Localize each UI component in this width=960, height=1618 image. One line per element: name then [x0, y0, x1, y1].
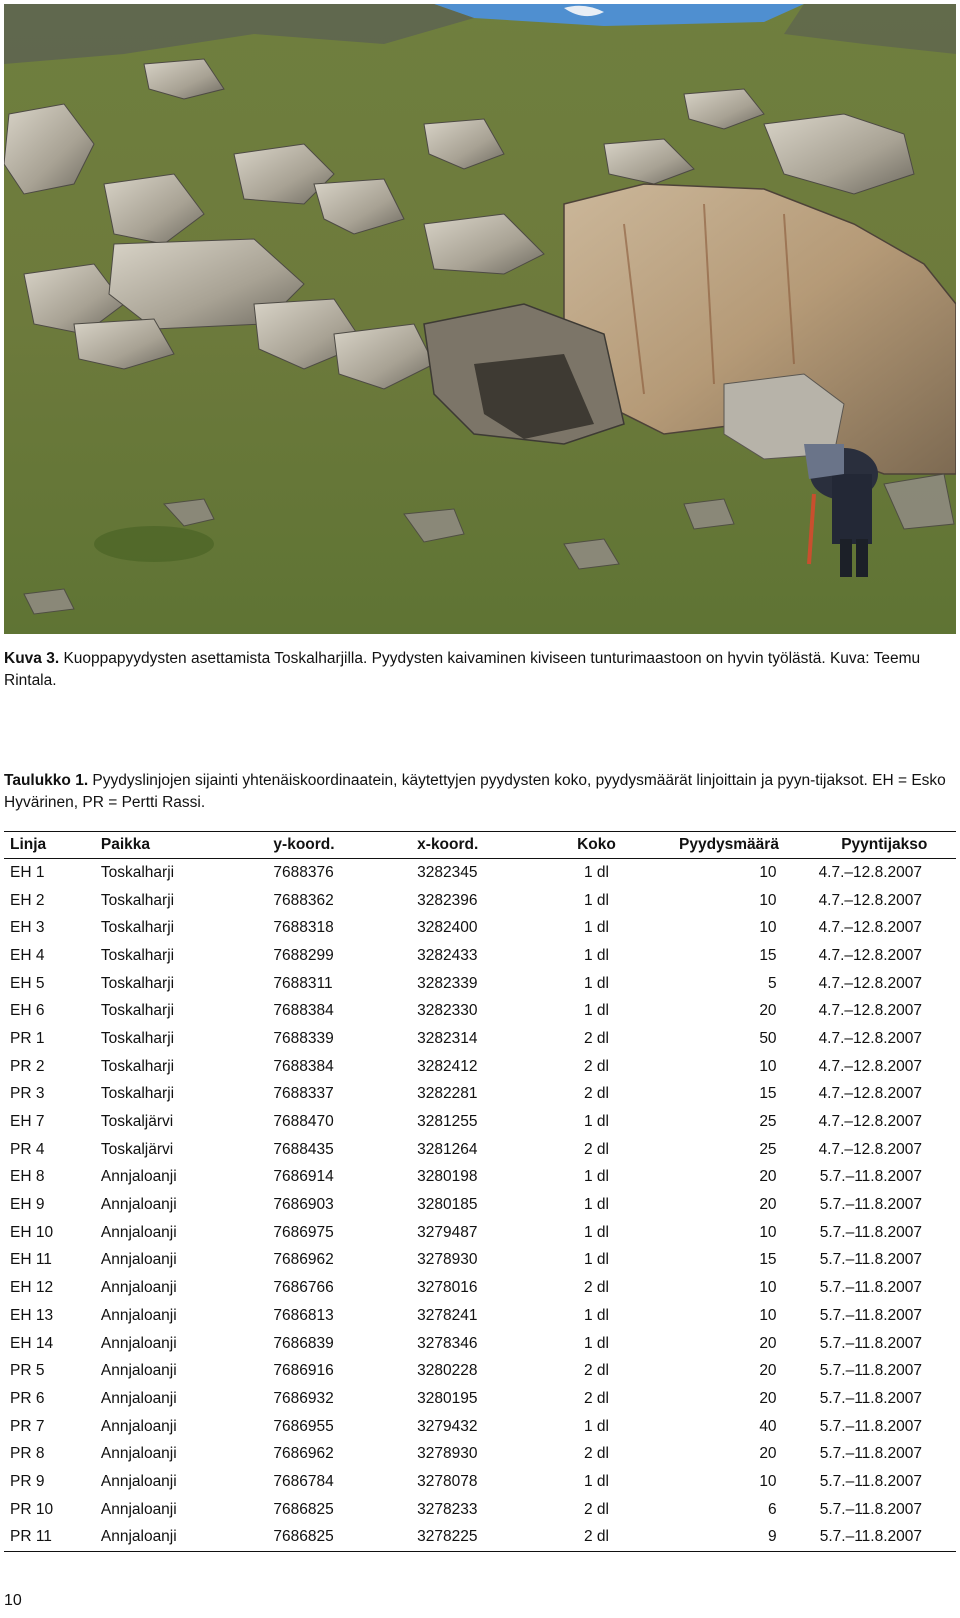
cell-koko: 2 dl — [583, 1057, 609, 1075]
cell-pyyntijakso: 5.7.–11.8.2007 — [819, 1223, 922, 1241]
cell-x-koord: 3282345 — [417, 863, 478, 881]
cell-x-koord: 3282412 — [417, 1057, 478, 1075]
cell-koko: 1 dl — [583, 863, 609, 881]
table-row — [4, 1302, 956, 1330]
cell-paikka: Annjaloanji — [100, 1251, 177, 1269]
cell-pyyntijakso: 4.7.–12.8.2007 — [818, 1140, 922, 1158]
header-y-koord: y-koord. — [267, 832, 411, 859]
cell-paikka: Toskalharji — [100, 1029, 175, 1047]
cell-koko: 2 dl — [583, 1085, 609, 1103]
cell-pyydysmaara: 20 — [759, 1196, 777, 1214]
cell-paikka: Toskalharji — [100, 1002, 175, 1020]
table-caption — [4, 770, 956, 814]
cell-koko: 2 dl — [583, 1445, 609, 1463]
cell-pyyntijakso: 4.7.–12.8.2007 — [818, 1002, 922, 1020]
cell-koko: 1 dl — [583, 1168, 609, 1186]
cell-x-koord: 3278225 — [411, 1524, 547, 1552]
cell-linja: EH 1 — [10, 863, 45, 881]
cell-pyyntijakso: 4.7.–12.8.2007 — [818, 974, 922, 992]
cell-y-koord: 7688318 — [273, 919, 334, 937]
cell-koko: 1 dl — [583, 1251, 609, 1269]
cell-pyyntijakso: 5.7.–11.8.2007 — [819, 1362, 922, 1380]
table-caption-text: Pyydyslinjojen sijainti yhtenäiskoordinaatein, käytettyjen pyydysten koko, pyydysmäärät linjoittain ja pyyn-tijaksot. EH = Esko Hyvärinen, PR = Pertti Rassi. — [4, 772, 946, 811]
cell-x-koord: 3281264 — [417, 1140, 478, 1158]
cell-linja: EH 8 — [10, 1168, 45, 1186]
cell-y-koord: 7688376 — [273, 863, 334, 881]
cell-x-koord: 3278233 — [417, 1500, 478, 1518]
header-pyydysmaara: Pyydysmäärä — [645, 832, 812, 859]
cell-pyydysmaara: 25 — [759, 1113, 777, 1131]
cell-pyydysmaara: 20 — [759, 1334, 777, 1352]
cell-paikka: Annjaloanji — [100, 1389, 177, 1407]
cell-y-koord: 7686903 — [273, 1196, 334, 1214]
cell-koko: 2 dl — [583, 1362, 609, 1380]
cell-paikka: Toskalharji — [100, 919, 175, 937]
cell-paikka: Annjaloanji — [100, 1334, 177, 1352]
cell-pyyntijakso: 4.7.–12.8.2007 — [818, 1057, 922, 1075]
cell-koko: 1 dl — [583, 1196, 609, 1214]
table-row — [4, 1108, 956, 1136]
cell-x-koord: 3280198 — [417, 1168, 478, 1186]
cell-linja: EH 5 — [10, 974, 45, 992]
header-pyyntijakso: Pyyntijakso — [813, 832, 956, 859]
cell-y-koord: 7686766 — [273, 1279, 334, 1297]
cell-y-koord: 7688384 — [273, 1057, 334, 1075]
cell-koko: 1 dl — [583, 1417, 609, 1435]
cell-x-koord: 3278078 — [417, 1472, 478, 1490]
table-row — [4, 1413, 956, 1441]
cell-x-koord: 3280185 — [417, 1196, 478, 1214]
cell-paikka: Annjaloanji — [100, 1306, 177, 1324]
cell-koko: 1 dl — [583, 1306, 609, 1324]
cell-x-koord: 3278241 — [417, 1306, 478, 1324]
cell-koko: 1 dl — [583, 919, 609, 937]
cell-y-koord: 7686955 — [273, 1417, 334, 1435]
cell-pyyntijakso: 5.7.–11.8.2007 — [819, 1417, 922, 1435]
cell-y-koord: 7686914 — [273, 1168, 334, 1186]
cell-paikka: Annjaloanji — [95, 1524, 268, 1552]
cell-paikka: Toskalharji — [100, 1057, 175, 1075]
cell-linja: EH 12 — [10, 1279, 54, 1297]
table-row — [4, 1274, 956, 1302]
cell-linja: EH 10 — [10, 1223, 54, 1241]
cell-y-koord: 7686825 — [273, 1500, 334, 1518]
cell-y-koord: 7688384 — [273, 1002, 334, 1020]
cell-x-koord: 3281255 — [417, 1113, 478, 1131]
cell-linja: PR 11 — [4, 1524, 95, 1552]
cell-pyydysmaara: 15 — [759, 1085, 777, 1103]
cell-pyyntijakso: 4.7.–12.8.2007 — [818, 1113, 922, 1131]
cell-paikka: Annjaloanji — [100, 1472, 177, 1490]
cell-linja: PR 9 — [10, 1472, 45, 1490]
cell-paikka: Annjaloanji — [100, 1223, 177, 1241]
cell-pyydysmaara: 9 — [645, 1524, 812, 1552]
cell-linja: PR 2 — [10, 1057, 45, 1075]
table-row — [4, 1524, 956, 1552]
cell-paikka: Annjaloanji — [100, 1196, 177, 1214]
cell-pyyntijakso: 4.7.–12.8.2007 — [818, 946, 922, 964]
cell-pyydysmaara: 10 — [759, 1472, 777, 1490]
cell-paikka: Toskalharji — [100, 1085, 175, 1103]
cell-linja: EH 11 — [10, 1251, 52, 1269]
cell-pyydysmaara: 15 — [759, 946, 777, 964]
table-row — [4, 1219, 956, 1247]
cell-y-koord: 7688311 — [273, 974, 333, 992]
cell-linja: EH 9 — [10, 1196, 45, 1214]
cell-linja: PR 7 — [10, 1417, 45, 1435]
table-body — [4, 859, 956, 1552]
cell-linja: EH 7 — [10, 1113, 45, 1131]
table-row — [4, 887, 956, 915]
header-linja: Linja — [4, 832, 95, 859]
cell-paikka: Annjaloanji — [100, 1417, 177, 1435]
cell-y-koord: 7686839 — [273, 1334, 334, 1352]
header-koko: Koko — [548, 832, 646, 859]
cell-pyyntijakso: 4.7.–12.8.2007 — [818, 1029, 922, 1047]
table-row — [4, 970, 956, 998]
cell-x-koord: 3279432 — [417, 1417, 478, 1435]
cell-pyyntijakso: 5.7.–11.8.2007 — [819, 1196, 922, 1214]
cell-paikka: Toskalharji — [100, 891, 175, 909]
landscape-photo — [4, 4, 956, 634]
table-caption-label: Taulukko 1. — [4, 772, 89, 789]
cell-pyyntijakso: 5.7.–11.8.2007 — [819, 1472, 922, 1490]
header-paikka: Paikka — [95, 832, 268, 859]
cell-pyydysmaara: 10 — [759, 919, 777, 937]
cell-paikka: Toskalharji — [100, 974, 175, 992]
cell-linja: EH 4 — [10, 946, 45, 964]
cell-y-koord: 7688435 — [273, 1140, 334, 1158]
cell-paikka: Annjaloanji — [100, 1445, 177, 1463]
cell-paikka: Toskaljärvi — [100, 1140, 174, 1158]
cell-pyyntijakso: 4.7.–12.8.2007 — [818, 891, 922, 909]
cell-pyydysmaara: 25 — [759, 1140, 777, 1158]
cell-pyydysmaara: 5 — [767, 974, 777, 992]
cell-linja: EH 14 — [10, 1334, 54, 1352]
cell-paikka: Toskalharji — [100, 946, 175, 964]
cell-pyydysmaara: 10 — [759, 891, 777, 909]
cell-y-koord: 7686813 — [273, 1306, 334, 1324]
cell-paikka: Annjaloanji — [100, 1500, 177, 1518]
cell-y-koord: 7688362 — [273, 891, 334, 909]
table-row — [4, 1247, 956, 1275]
cell-linja: EH 13 — [10, 1306, 54, 1324]
table-row — [4, 1440, 956, 1468]
cell-pyydysmaara: 10 — [759, 1306, 777, 1324]
cell-pyyntijakso: 5.7.–11.8.2007 — [819, 1389, 922, 1407]
cell-y-koord: 7688339 — [273, 1029, 334, 1047]
cell-x-koord: 3280195 — [417, 1389, 478, 1407]
cell-x-koord: 3282433 — [417, 946, 478, 964]
table-row — [4, 1357, 956, 1385]
cell-x-koord: 3282400 — [417, 919, 478, 937]
cell-koko: 1 dl — [583, 1472, 609, 1490]
cell-pyyntijakso: 5.7.–11.8.2007 — [813, 1524, 956, 1552]
cell-pyyntijakso: 5.7.–11.8.2007 — [819, 1306, 922, 1324]
cell-paikka: Annjaloanji — [100, 1279, 177, 1297]
cell-koko: 1 dl — [583, 891, 609, 909]
cell-koko: 1 dl — [583, 1223, 609, 1241]
cell-pyydysmaara: 10 — [759, 1057, 777, 1075]
cell-pyyntijakso: 5.7.–11.8.2007 — [819, 1251, 922, 1269]
cell-x-koord: 3282314 — [417, 1029, 478, 1047]
cell-pyydysmaara: 40 — [759, 1417, 777, 1435]
cell-linja: PR 1 — [10, 1029, 45, 1047]
cell-x-koord: 3282339 — [417, 974, 478, 992]
cell-linja: PR 3 — [10, 1085, 45, 1103]
table-row — [4, 997, 956, 1025]
cell-x-koord: 3280228 — [417, 1362, 478, 1380]
cell-pyyntijakso: 5.7.–11.8.2007 — [819, 1500, 922, 1518]
cell-y-koord: 7688299 — [273, 946, 334, 964]
cell-x-koord: 3278930 — [417, 1445, 478, 1463]
cell-pyyntijakso: 4.7.–12.8.2007 — [818, 919, 922, 937]
cell-linja: PR 10 — [10, 1500, 54, 1518]
cell-pyyntijakso: 5.7.–11.8.2007 — [819, 1279, 922, 1297]
cell-pyydysmaara: 20 — [759, 1168, 777, 1186]
cell-koko: 2 dl — [583, 1279, 609, 1297]
table-header-row — [4, 832, 956, 859]
cell-linja: PR 8 — [10, 1445, 45, 1463]
cell-koko: 2 dl — [583, 1389, 609, 1407]
cell-y-koord: 7686825 — [267, 1524, 411, 1552]
table-row — [4, 1081, 956, 1109]
cell-koko: 1 dl — [583, 1113, 609, 1131]
cell-y-koord: 7688337 — [273, 1085, 334, 1103]
cell-koko: 1 dl — [583, 946, 609, 964]
table-row — [4, 859, 956, 887]
cell-x-koord: 3282330 — [417, 1002, 478, 1020]
cell-koko: 1 dl — [583, 974, 609, 992]
cell-x-koord: 3278930 — [417, 1251, 478, 1269]
cell-pyyntijakso: 4.7.–12.8.2007 — [818, 1085, 922, 1103]
cell-pyyntijakso: 4.7.–12.8.2007 — [818, 863, 922, 881]
cell-pyydysmaara: 50 — [759, 1029, 777, 1047]
cell-linja: EH 3 — [10, 919, 45, 937]
cell-pyyntijakso: 5.7.–11.8.2007 — [819, 1445, 922, 1463]
cell-koko: 1 dl — [583, 1334, 609, 1352]
trap-line-table — [4, 831, 956, 1552]
cell-pyydysmaara: 20 — [759, 1002, 777, 1020]
table-row — [4, 914, 956, 942]
cell-paikka: Toskaljärvi — [100, 1113, 174, 1131]
table-row — [4, 1191, 956, 1219]
cell-y-koord: 7686962 — [273, 1445, 334, 1463]
table-row — [4, 1136, 956, 1164]
cell-pyydysmaara: 20 — [759, 1445, 777, 1463]
cell-y-koord: 7686784 — [273, 1472, 334, 1490]
cell-x-koord: 3282281 — [417, 1085, 478, 1103]
cell-paikka: Toskalharji — [100, 863, 175, 881]
cell-paikka: Annjaloanji — [100, 1362, 177, 1380]
figure-caption-label: Kuva 3. — [4, 650, 60, 667]
table-row — [4, 1053, 956, 1081]
table-row — [4, 1385, 956, 1413]
table-row — [4, 1330, 956, 1358]
cell-koko: 2 dl — [548, 1524, 646, 1552]
mountain-photo-icon — [4, 4, 956, 634]
cell-linja: PR 6 — [10, 1389, 45, 1407]
cell-pyydysmaara: 20 — [759, 1362, 777, 1380]
cell-paikka: Annjaloanji — [100, 1168, 177, 1186]
cell-linja: PR 4 — [10, 1140, 45, 1158]
cell-pyydysmaara: 15 — [759, 1251, 777, 1269]
cell-koko: 2 dl — [583, 1140, 609, 1158]
header-x-koord: x-koord. — [411, 832, 547, 859]
cell-y-koord: 7688470 — [273, 1113, 334, 1131]
cell-y-koord: 7686916 — [273, 1362, 334, 1380]
cell-koko: 2 dl — [583, 1500, 609, 1518]
cell-x-koord: 3278346 — [417, 1334, 478, 1352]
page-number: 10 — [4, 1592, 22, 1609]
cell-y-koord: 7686962 — [273, 1251, 334, 1269]
cell-y-koord: 7686975 — [273, 1223, 334, 1241]
cell-y-koord: 7686932 — [273, 1389, 334, 1407]
cell-x-koord: 3282396 — [417, 891, 478, 909]
table-row — [4, 1025, 956, 1053]
cell-koko: 1 dl — [583, 1002, 609, 1020]
cell-linja: EH 6 — [10, 1002, 45, 1020]
cell-pyyntijakso: 5.7.–11.8.2007 — [819, 1168, 922, 1186]
cell-pyydysmaara: 10 — [759, 863, 777, 881]
table-row — [4, 942, 956, 970]
figure-caption-text: Kuoppapyydysten asettamista Toskalharjilla. Pyydysten kaivaminen kiviseen tunturimaastoon on hyvin työlästä. Kuva: Teemu Rintala. — [4, 650, 921, 689]
cell-x-koord: 3278016 — [417, 1279, 478, 1297]
table-row — [4, 1468, 956, 1496]
cell-pyydysmaara: 6 — [767, 1500, 777, 1518]
cell-x-koord: 3279487 — [417, 1223, 478, 1241]
cell-pyydysmaara: 10 — [759, 1279, 777, 1297]
cell-koko: 2 dl — [583, 1029, 609, 1047]
cell-pyydysmaara: 10 — [759, 1223, 777, 1241]
cell-pyydysmaara: 20 — [759, 1389, 777, 1407]
figure-caption — [4, 648, 956, 692]
table-row — [4, 1164, 956, 1192]
cell-linja: PR 5 — [10, 1362, 45, 1380]
table-row — [4, 1496, 956, 1524]
cell-pyyntijakso: 5.7.–11.8.2007 — [819, 1334, 922, 1352]
cell-linja: EH 2 — [10, 891, 45, 909]
